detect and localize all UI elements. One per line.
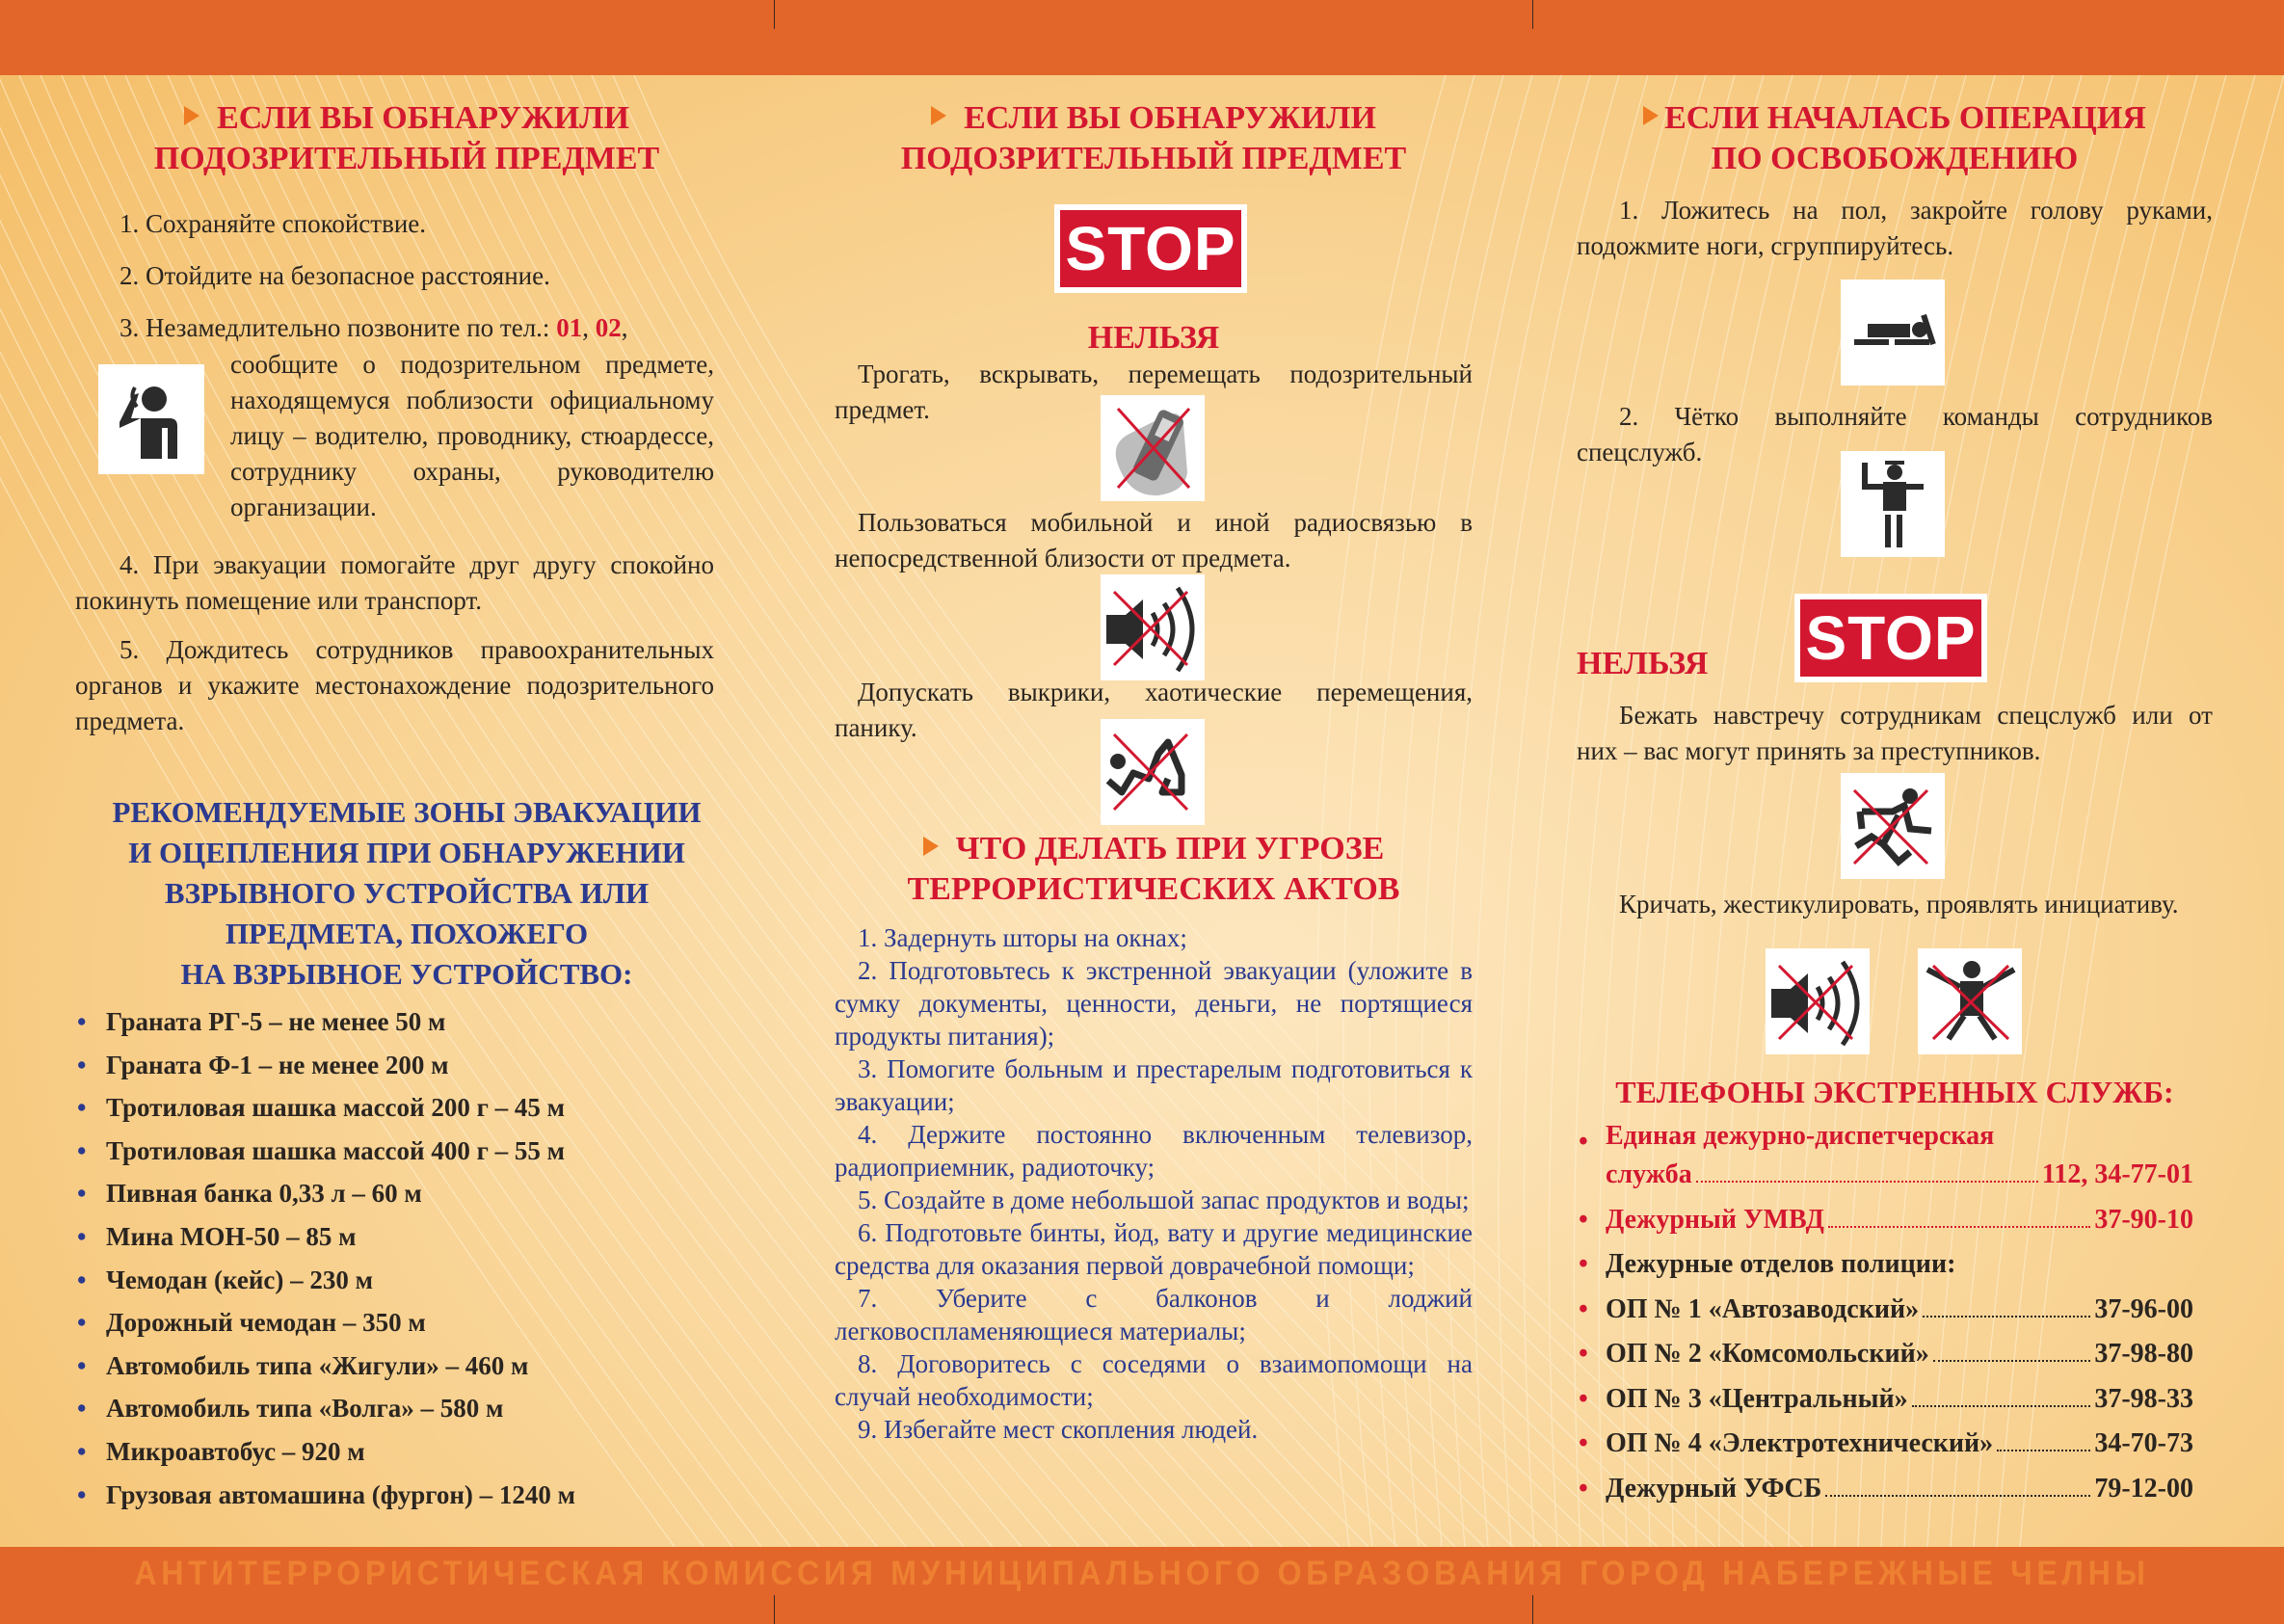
left-heading-line2: ПОДОЗРИТЕЛЬНЫЙ ПРЕДМЕТ bbox=[153, 141, 660, 176]
phones-heading: ТЕЛЕФОНЫ ЭКСТРЕННЫХ СЛУЖБ: bbox=[1615, 1075, 2174, 1109]
evacuation-zones-list bbox=[75, 1000, 738, 1516]
left-heading bbox=[75, 98, 738, 179]
phone-label: • ОП № 4 «Электротехнический» bbox=[1606, 1428, 1994, 1458]
phone-item bbox=[1577, 1332, 2193, 1377]
dotted-leader bbox=[1912, 1404, 2091, 1407]
dotted-leader bbox=[1825, 1494, 2090, 1497]
crossed-loudspeaker-icon bbox=[1101, 574, 1205, 680]
zones-heading-line: РЕКОМЕНДУЕМЫЕ ЗОНЫ ЭВАКУАЦИИ bbox=[112, 795, 702, 829]
phone-number[interactable]: 34-70-73 bbox=[2094, 1428, 2193, 1458]
right-forbidden-1: Бежать навстречу сотрудникам спецслужб или от них – вас могут принять за преступников. bbox=[1577, 701, 2213, 765]
threat-step: 3. Помогите больным и престарелым подготовиться к эвакуации; bbox=[835, 1054, 1473, 1116]
crossed-loudspeaker-icon bbox=[1766, 948, 1870, 1054]
officer-directing-icon bbox=[1841, 451, 1945, 557]
zone-item: • Микроавтобус – 920 м bbox=[75, 1430, 738, 1474]
dotted-leader bbox=[1828, 1225, 2090, 1228]
left-heading-line1: ЕСЛИ ВЫ ОБНАРУЖИЛИ bbox=[217, 100, 629, 136]
fold-mark bbox=[1532, 0, 1533, 29]
zone-item: • Автомобиль типа «Волга» – 580 м bbox=[75, 1387, 738, 1430]
phone-number[interactable]: 37-96-00 bbox=[2094, 1293, 2193, 1324]
dotted-leader bbox=[1933, 1359, 2091, 1362]
threat-step: 7. Уберите с балконов и лоджий легковоспламеняющиеся материалы; bbox=[835, 1284, 1473, 1345]
zone-item: • Пивная банка 0,33 л – 60 м bbox=[75, 1172, 738, 1215]
threat-step: 8. Договоритесь с соседями о взаимопомощи на случай необходимости; bbox=[835, 1349, 1473, 1411]
zone-item: • Чемодан (кейс) – 230 м bbox=[75, 1259, 738, 1302]
phone-label-line1: • Единая дежурно-диспетчерская bbox=[1606, 1121, 1995, 1151]
triangle-bullet-icon bbox=[184, 106, 199, 125]
middle-heading-line1: ЕСЛИ ВЫ ОБНАРУЖИЛИ bbox=[964, 100, 1376, 136]
top-orange-band bbox=[0, 0, 2284, 75]
zones-heading-line: ВЗРЫВНОГО УСТРОЙСТВА ИЛИ bbox=[164, 876, 650, 910]
stop-sign bbox=[1794, 594, 1987, 682]
left-step-3-prefix bbox=[120, 310, 736, 346]
threat-steps bbox=[835, 921, 1473, 1446]
step3-prefix-text: 3. Незамедлительно позвоните по тел.: bbox=[120, 313, 557, 342]
left-step-3-rest: сообщите о подозрительном предмете, находящемуся поблизости официальному лицу – водителю, проводнику, стюардессе, сотруднику охраны, руководителю организации. bbox=[230, 350, 714, 521]
zone-item: • Тротиловая шашка массой 400 г – 55 м bbox=[75, 1130, 738, 1173]
fold-mark bbox=[774, 0, 775, 29]
threat-step: 4. Держите постоянно включенным телевизор, радиоприемник, радиоточку; bbox=[835, 1120, 1473, 1182]
phone-item bbox=[1577, 1377, 2193, 1423]
threat-step: 5. Создайте в доме небольшой запас продуктов и воды; bbox=[858, 1185, 1470, 1214]
fold-mark bbox=[1532, 1595, 1533, 1624]
emergency-phones-list bbox=[1577, 1120, 2193, 1511]
zone-item: • Граната Ф-1 – не менее 200 м bbox=[75, 1044, 738, 1087]
phone-label: • ОП № 2 «Комсомольский» bbox=[1606, 1339, 1929, 1369]
zone-item: • Тротиловая шашка массой 200 г – 45 м bbox=[75, 1086, 738, 1130]
fold-mark bbox=[774, 1595, 775, 1624]
phone-end: , bbox=[621, 313, 628, 342]
right-step-1: 1. Ложитесь на пол, закройте голову руками, подожмите ноги, сгруппируйтесь. bbox=[1577, 196, 2213, 260]
phone-item bbox=[1577, 1467, 2193, 1512]
phone-number[interactable]: 37-98-33 bbox=[2094, 1383, 2193, 1414]
crossed-running-person-icon bbox=[1841, 773, 1945, 879]
triangle-bullet-icon bbox=[1643, 106, 1659, 125]
phone-separator: , bbox=[582, 313, 596, 342]
phone-number[interactable]: 37-90-10 bbox=[2094, 1204, 2193, 1235]
zone-item: • Граната РГ-5 – не менее 50 м bbox=[75, 1000, 738, 1044]
crossed-panic-figure-icon bbox=[1101, 719, 1205, 825]
right-heading-line1: ЕСЛИ НАЧАЛАСЬ ОПЕРАЦИЯ bbox=[1664, 100, 2146, 136]
triangle-bullet-icon bbox=[923, 837, 939, 856]
phone-01: 01 bbox=[556, 313, 583, 342]
phone-item bbox=[1577, 1422, 2193, 1467]
threat-step: 2. Подготовьтесь к экстренной эвакуации (уложите в сумку документы, ценности, деньги, не портящиеся продукты питания); bbox=[835, 956, 1473, 1051]
phone-number[interactable]: 79-12-00 bbox=[2094, 1473, 2193, 1504]
phone-number[interactable]: 112, 34-77-01 bbox=[2041, 1159, 2193, 1189]
middle-heading-line2: ПОДОЗРИТЕЛЬНЫЙ ПРЕДМЕТ bbox=[900, 141, 1407, 176]
zone-item: • Грузовая автомашина (фургон) – 1240 м bbox=[75, 1474, 738, 1517]
left-step-5: 5. Дождитесь сотрудников правоохранительных органов и укажите местонахождение подозрительного предмета. bbox=[75, 635, 714, 735]
dotted-leader bbox=[1997, 1449, 2090, 1451]
phone-label: • Дежурные отделов полиции: bbox=[1606, 1249, 1956, 1279]
left-step-4: 4. При эвакуации помогайте друг другу спокойно покинуть помещение или транспорт. bbox=[75, 550, 714, 615]
threat-step: 1. Задернуть шторы на окнах; bbox=[858, 923, 1187, 952]
phone-label: • Дежурный УФСБ bbox=[1606, 1473, 1822, 1504]
phone-item-police-header bbox=[1577, 1242, 2193, 1288]
evacuation-zones-heading bbox=[75, 792, 738, 995]
phone-item-umvd bbox=[1577, 1198, 2193, 1243]
threat-step: 6. Подготовьте бинты, йод, вату и другие медицинские средства для оказания первой доврачебной помощи; bbox=[835, 1218, 1473, 1280]
left-step-1: 1. Сохраняйте спокойствие. bbox=[120, 209, 427, 238]
forbidden-item-2: Пользоваться мобильной и иной радиосвязью в непосредственной близости от предмета. bbox=[835, 508, 1473, 572]
zones-heading-line: И ОЦЕПЛЕНИЯ ПРИ ОБНАРУЖЕНИИ bbox=[128, 836, 685, 869]
zone-item: • Автомобиль типа «Жигули» – 460 м bbox=[75, 1344, 738, 1388]
forbidden-item-3: Допускать выкрики, хаотические перемещения, панику. bbox=[835, 678, 1473, 742]
phone-item-edds bbox=[1577, 1120, 2193, 1198]
stop-sign-label: STOP bbox=[1800, 599, 1981, 677]
phone-02: 02 bbox=[595, 313, 622, 342]
forbidden-item-1: Трогать, вскрывать, перемещать подозрительный предмет. bbox=[835, 359, 1473, 424]
dotted-leader bbox=[1923, 1315, 2090, 1318]
crossed-gesturing-person-icon bbox=[1918, 948, 2022, 1054]
phone-label: • Дежурный УМВД bbox=[1606, 1204, 1824, 1235]
triangle-bullet-icon bbox=[931, 106, 946, 125]
person-lying-down-icon bbox=[1841, 280, 1945, 386]
stop-sign bbox=[1054, 204, 1247, 293]
right-heading-line2: ПО ОСВОБОЖДЕНИЮ bbox=[1711, 141, 2079, 176]
phone-number[interactable]: 37-98-80 bbox=[2094, 1339, 2193, 1369]
phone-item bbox=[1577, 1288, 2193, 1333]
stop-sign-label: STOP bbox=[1060, 210, 1241, 287]
right-step-2: 2. Чётко выполняйте команды сотрудников спецслужб. bbox=[1577, 402, 2213, 466]
phone-label: служба bbox=[1606, 1159, 1692, 1189]
zone-item: • Дорожный чемодан – 350 м bbox=[75, 1301, 738, 1344]
threat-heading-line2: ТЕРРОРИСТИЧЕСКИХ АКТОВ bbox=[907, 871, 1400, 907]
zones-heading-line: ПРЕДМЕТА, ПОХОЖЕГО bbox=[225, 917, 589, 950]
dotted-leader bbox=[1696, 1180, 2038, 1183]
zones-heading-line: НА ВЗРЫВНОЕ УСТРОЙСТВО: bbox=[180, 957, 633, 991]
right-forbidden-title: НЕЛЬЗЯ bbox=[1577, 646, 1709, 681]
phone-label: • ОП № 1 «Автозаводский» bbox=[1606, 1293, 1920, 1324]
person-calling-phone-icon bbox=[98, 364, 204, 474]
threat-step: 9. Избегайте мест скопления людей. bbox=[858, 1415, 1259, 1444]
threat-heading bbox=[835, 829, 1473, 910]
left-step-2: 2. Отойдите на безопасное расстояние. bbox=[120, 261, 550, 290]
middle-forbidden-title: НЕЛЬЗЯ bbox=[1087, 320, 1220, 356]
right-forbidden-2: Кричать, жестикулировать, проявлять инициативу. bbox=[1619, 890, 2179, 918]
crossed-mobile-phone-icon bbox=[1101, 395, 1205, 501]
zone-item: • Мина МОН-50 – 85 м bbox=[75, 1215, 738, 1259]
phone-label: • ОП № 3 «Центральный» bbox=[1606, 1383, 1908, 1414]
right-heading bbox=[1577, 98, 2213, 179]
middle-heading bbox=[835, 98, 1473, 179]
footer-organization-name: АНТИТЕРРОРИСТИЧЕСКАЯ КОМИССИЯ МУНИЦИПАЛЬНОГО ОБРАЗОВАНИЯ ГОРОД НАБЕРЕЖНЫЕ ЧЕЛНЫ bbox=[134, 1555, 2150, 1592]
threat-heading-line1: ЧТО ДЕЛАТЬ ПРИ УГРОЗЕ bbox=[955, 831, 1385, 866]
